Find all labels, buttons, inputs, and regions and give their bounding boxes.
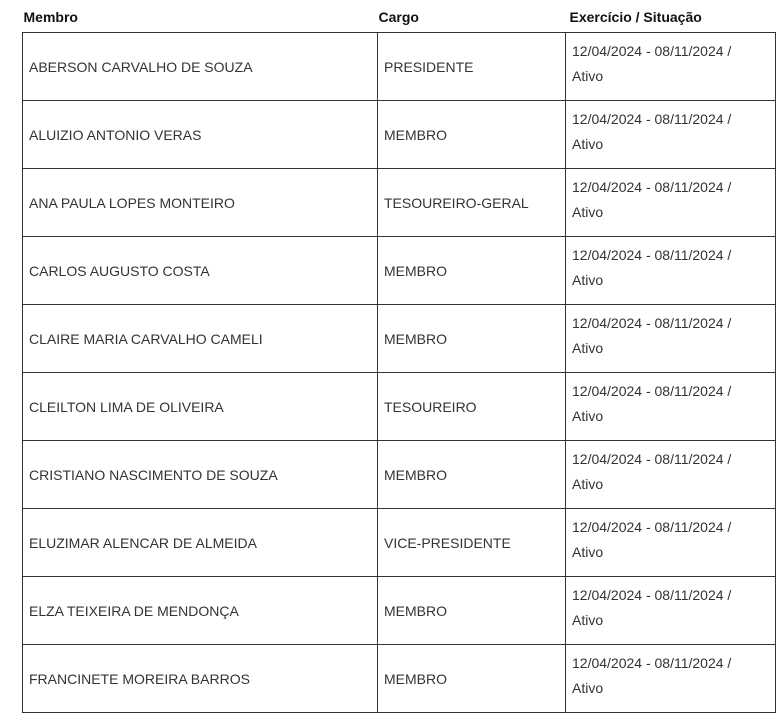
- cell-cargo: TESOUREIRO-GERAL: [378, 169, 566, 237]
- header-row: [23, 8, 776, 33]
- cell-cargo: MEMBRO: [378, 577, 566, 645]
- table-header: [23, 8, 776, 33]
- table-row: [23, 441, 776, 509]
- members-table: [22, 8, 776, 713]
- cell-cargo: MEMBRO: [378, 305, 566, 373]
- situacao-text: Ativo: [572, 680, 604, 696]
- table-row: [23, 33, 776, 101]
- periodo-text: 12/04/2024 - 08/11/2024 /: [572, 655, 732, 671]
- situacao-text: Ativo: [572, 68, 604, 84]
- cell-exercicio-situacao: [566, 169, 776, 237]
- periodo-text: 12/04/2024 - 08/11/2024 /: [572, 43, 732, 59]
- cell-membro: CARLOS AUGUSTO COSTA: [23, 237, 378, 305]
- header-membro: Membro: [23, 9, 78, 25]
- cell-exercicio-situacao: [566, 509, 776, 577]
- situacao-text: Ativo: [572, 476, 604, 492]
- cell-exercicio-situacao: [566, 373, 776, 441]
- cell-cargo: TESOUREIRO: [378, 373, 566, 441]
- table-row: [23, 169, 776, 237]
- situacao-text: Ativo: [572, 340, 604, 356]
- situacao-text: Ativo: [572, 612, 604, 628]
- situacao-text: Ativo: [572, 204, 604, 220]
- periodo-text: 12/04/2024 - 08/11/2024 /: [572, 383, 732, 399]
- periodo-text: 12/04/2024 - 08/11/2024 /: [572, 587, 732, 603]
- table-row: [23, 101, 776, 169]
- cell-exercicio-situacao: [566, 577, 776, 645]
- periodo-text: 12/04/2024 - 08/11/2024 /: [572, 179, 732, 195]
- cell-exercicio-situacao: [566, 101, 776, 169]
- periodo-text: 12/04/2024 - 08/11/2024 /: [572, 247, 732, 263]
- table-row: [23, 577, 776, 645]
- periodo-text: 12/04/2024 - 08/11/2024 /: [572, 315, 732, 331]
- header-cargo: Cargo: [378, 9, 419, 25]
- cell-cargo: PRESIDENTE: [378, 33, 566, 101]
- cell-membro: CLAIRE MARIA CARVALHO CAMELI: [23, 305, 378, 373]
- header-exercicio-situacao: Exercício / Situação: [569, 9, 702, 25]
- cell-membro: CRISTIANO NASCIMENTO DE SOUZA: [23, 441, 378, 509]
- periodo-text: 12/04/2024 - 08/11/2024 /: [572, 519, 732, 535]
- table-row: [23, 373, 776, 441]
- table-row: [23, 645, 776, 713]
- cell-membro: ELZA TEIXEIRA DE MENDONÇA: [23, 577, 378, 645]
- table-row: [23, 305, 776, 373]
- cell-exercicio-situacao: [566, 33, 776, 101]
- situacao-text: Ativo: [572, 544, 604, 560]
- cell-exercicio-situacao: [566, 441, 776, 509]
- periodo-text: 12/04/2024 - 08/11/2024 /: [572, 111, 732, 127]
- cell-membro: CLEILTON LIMA DE OLIVEIRA: [23, 373, 378, 441]
- cell-exercicio-situacao: [566, 237, 776, 305]
- cell-cargo: MEMBRO: [378, 645, 566, 713]
- cell-exercicio-situacao: [566, 645, 776, 713]
- situacao-text: Ativo: [572, 272, 604, 288]
- cell-exercicio-situacao: [566, 305, 776, 373]
- periodo-text: 12/04/2024 - 08/11/2024 /: [572, 451, 732, 467]
- table-row: [23, 237, 776, 305]
- cell-membro: ANA PAULA LOPES MONTEIRO: [23, 169, 378, 237]
- situacao-text: Ativo: [572, 136, 604, 152]
- table-row: [23, 509, 776, 577]
- cell-membro: ABERSON CARVALHO DE SOUZA: [23, 33, 378, 101]
- cell-membro: ELUZIMAR ALENCAR DE ALMEIDA: [23, 509, 378, 577]
- table-body: [23, 33, 776, 713]
- cell-membro: FRANCINETE MOREIRA BARROS: [23, 645, 378, 713]
- cell-cargo: MEMBRO: [378, 237, 566, 305]
- cell-membro: ALUIZIO ANTONIO VERAS: [23, 101, 378, 169]
- cell-cargo: MEMBRO: [378, 101, 566, 169]
- situacao-text: Ativo: [572, 408, 604, 424]
- cell-cargo: VICE-PRESIDENTE: [378, 509, 566, 577]
- cell-cargo: MEMBRO: [378, 441, 566, 509]
